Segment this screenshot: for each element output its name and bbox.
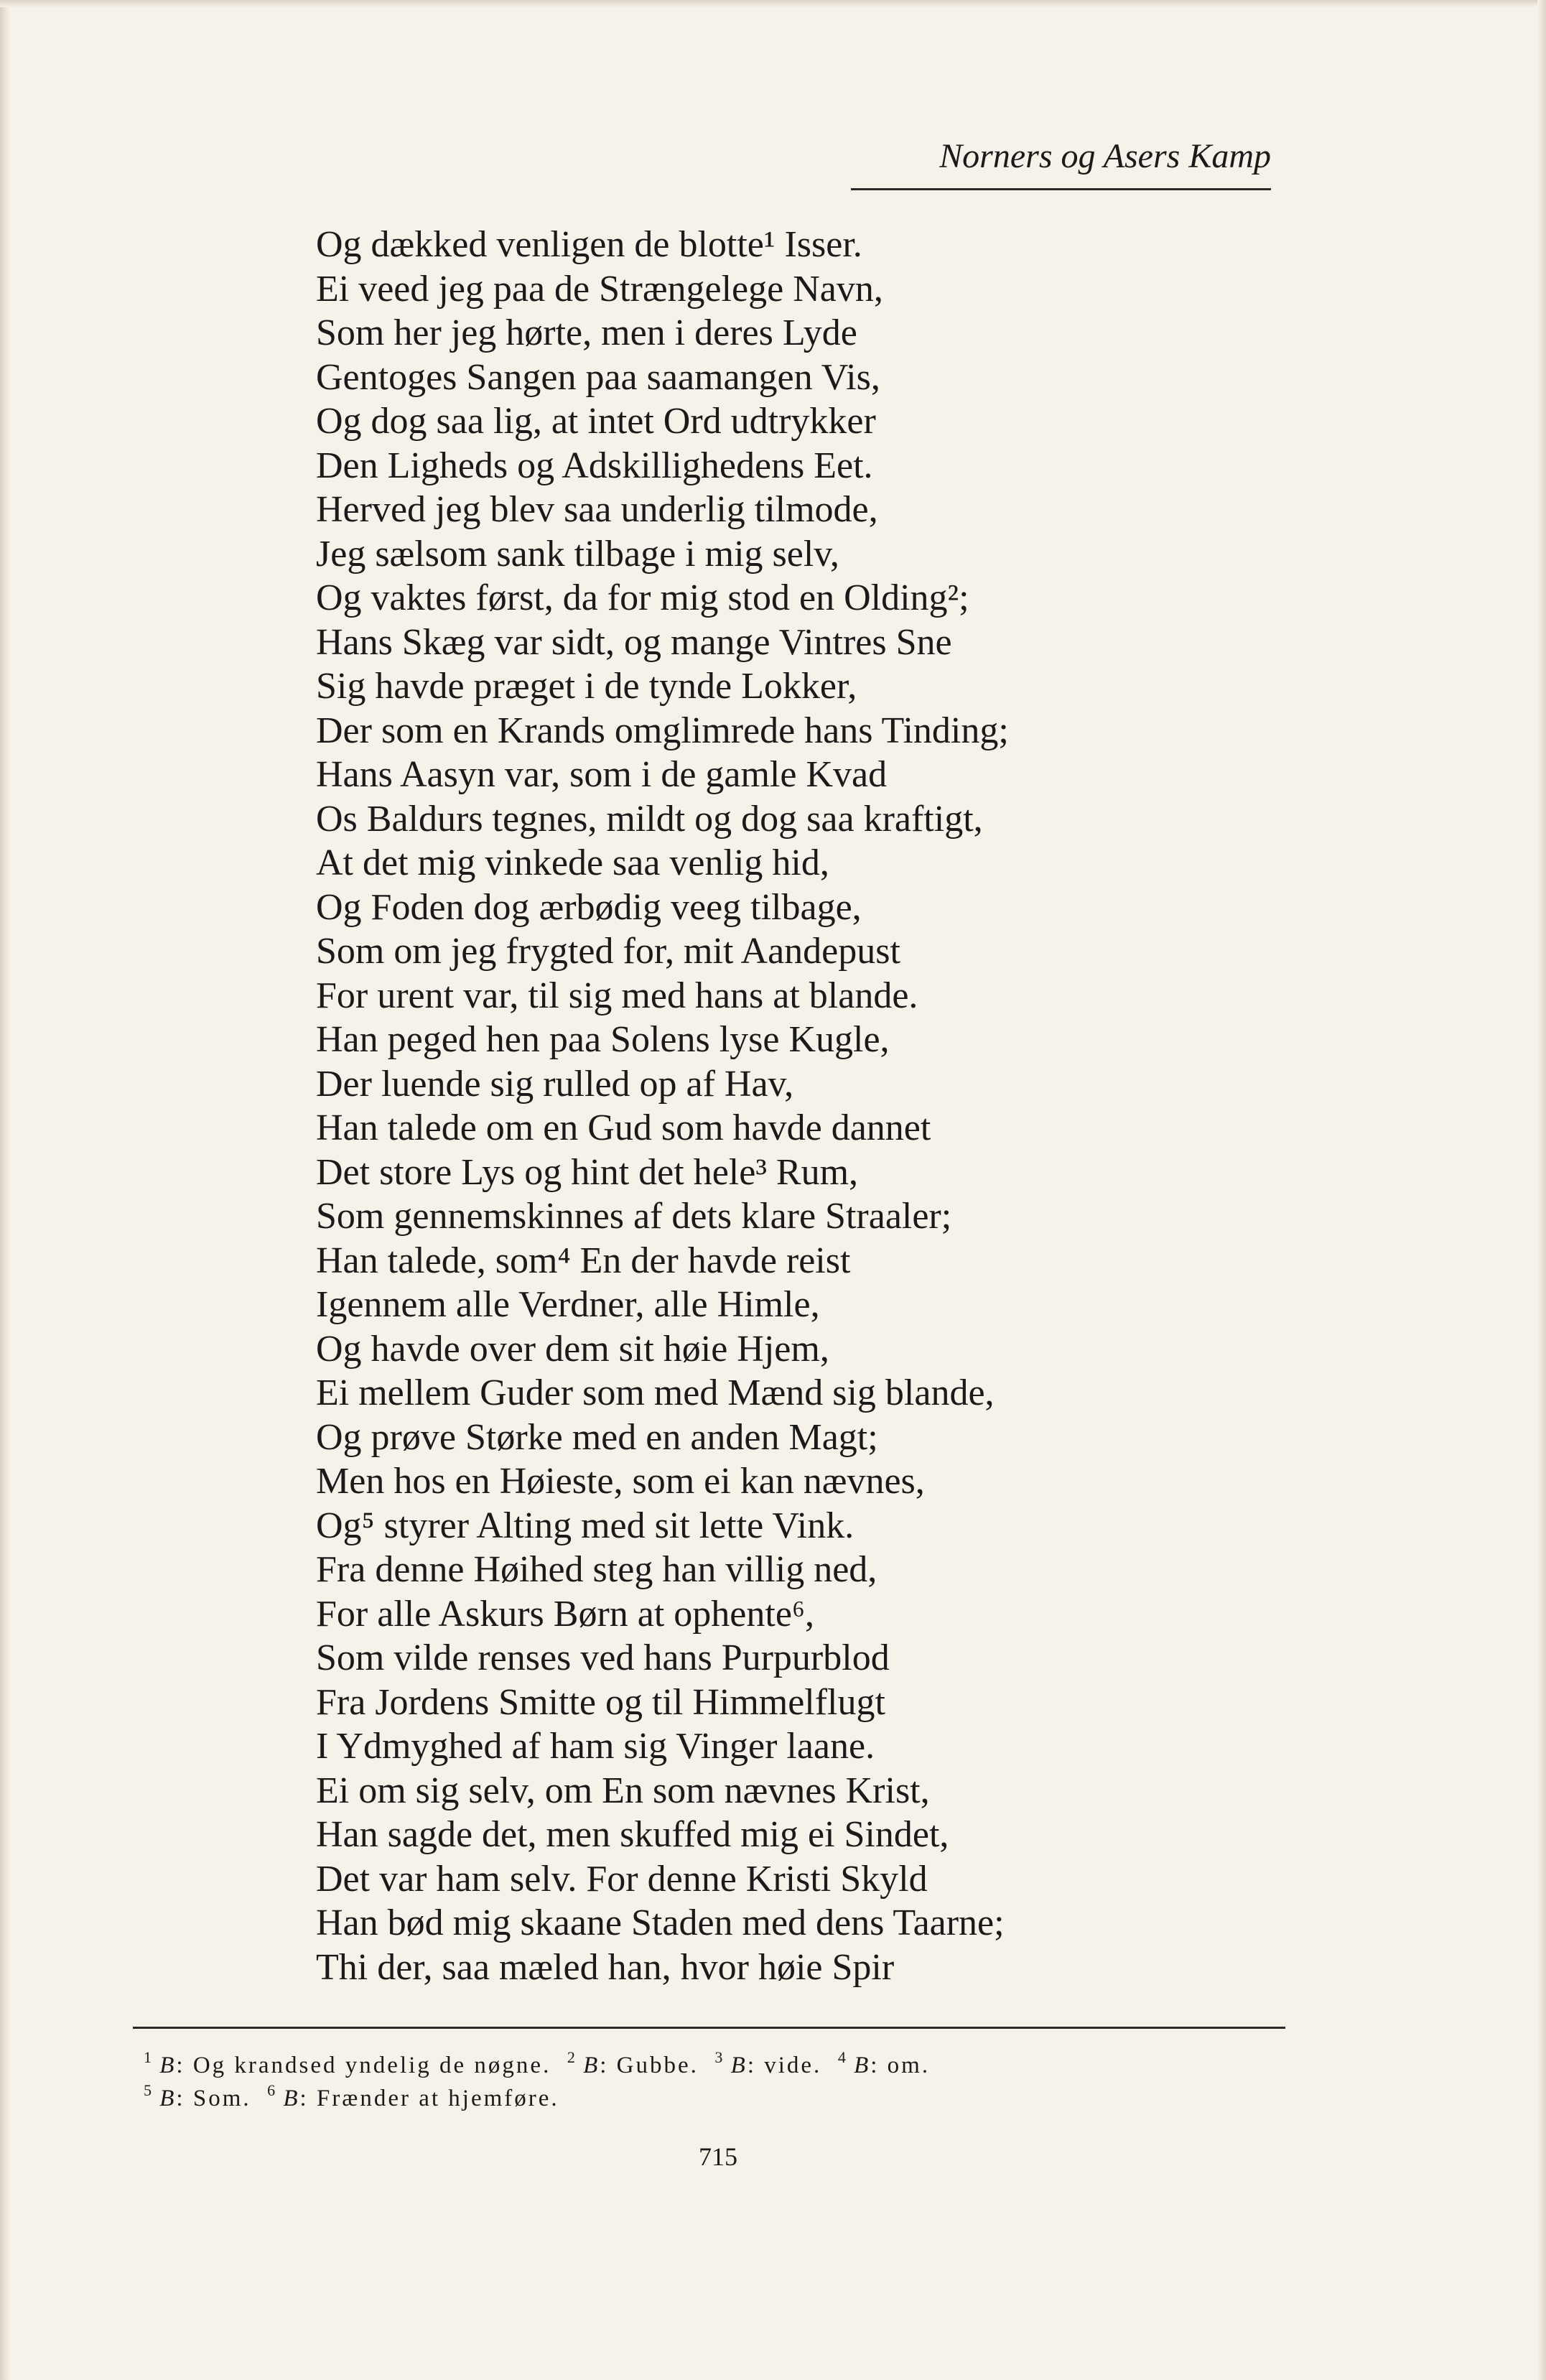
poem-line: Jeg sælsom sank tilbage i mig selv,	[316, 533, 839, 575]
footnote-marker: 5	[144, 2081, 152, 2099]
poem-line: Han bød mig skaane Staden med dens Taarne;	[316, 1902, 1005, 1943]
poem-line: Igennem alle Verdner, alle Himle,	[316, 1284, 820, 1325]
footnote-source: B	[159, 2086, 177, 2111]
poem-line: For alle Askurs Børn at ophente⁶,	[316, 1593, 815, 1635]
poem-line: Han peged hen paa Solens lyse Kugle,	[316, 1019, 890, 1060]
poem-line: Som her jeg hørte, men i deres Lyde	[316, 312, 857, 353]
footnote-source: B	[583, 2053, 600, 2078]
poem-line: Og Foden dog ærbødig veeg tilbage,	[316, 886, 862, 928]
poem-line: Men hos en Høieste, som ei kan nævnes,	[316, 1461, 925, 1502]
poem-line: Der luende sig rulled op af Hav,	[316, 1063, 794, 1105]
page-number: 715	[699, 2142, 737, 2171]
poem-line: Den Ligheds og Adskillighedens Eet.	[316, 445, 873, 486]
poem-line: Og prøve Størke med en anden Magt;	[316, 1416, 878, 1458]
poem-line: Gentoges Sangen paa saamangen Vis,	[316, 356, 880, 398]
poem-line: Han sagde det, men skuffed mig ei Sindet,	[316, 1814, 949, 1855]
poem-line: Og havde over dem sit høie Hjem,	[316, 1328, 829, 1370]
poem-line: For urent var, til sig med hans at blande.	[316, 975, 918, 1016]
footnotes	[144, 2041, 1307, 2111]
footnote-source: B	[283, 2086, 300, 2111]
poem-line: Fra Jordens Smitte og til Himmelflugt	[316, 1681, 885, 1723]
running-header: Norners og Asers Kamp	[939, 137, 1271, 175]
poem-line: Fra denne Høihed steg han villig ned,	[316, 1549, 877, 1590]
footnote-marker: 4	[837, 2048, 846, 2066]
poem-line: Thi der, saa mæled han, hvor høie Spir	[316, 1946, 895, 1988]
footnote-source: B	[854, 2053, 871, 2078]
poem-line: Og⁵ styrer Alting med sit lette Vink.	[316, 1505, 855, 1546]
poem-line: Ei mellem Guder som med Mænd sig blande,	[316, 1372, 995, 1413]
footnote-text: : Som.	[176, 2086, 251, 2111]
footnote-text: : Frænder at hjemføre.	[299, 2086, 559, 2111]
poem-text	[316, 223, 1271, 1989]
footnote-text: : Gubbe.	[600, 2053, 699, 2078]
scan-edge-left	[0, 0, 10, 2380]
footnote-marker: 2	[567, 2048, 575, 2066]
poem-line: Sig havde præget i de tynde Lokker,	[316, 666, 857, 707]
poem-line: Han talede, som⁴ En der havde reist	[316, 1240, 851, 1281]
scan-edge-right	[1537, 0, 1546, 2380]
footnote-line-2	[144, 2074, 1307, 2111]
footnote-text: : om.	[870, 2053, 931, 2078]
poem-line: I Ydmyghed af ham sig Vinger laane.	[316, 1726, 875, 1767]
footnote-rule	[133, 2027, 1285, 2029]
footnote-line-1	[144, 2041, 1307, 2078]
poem-line: Herved jeg blev saa underlig tilmode,	[316, 489, 878, 530]
footnote-marker: 3	[714, 2048, 723, 2066]
footnote-source: B	[159, 2053, 177, 2078]
scan-edge-top	[0, 0, 1546, 7]
poem-line: Det store Lys og hint det hele³ Rum,	[316, 1151, 859, 1193]
poem-line: Som gennemskinnes af dets klare Straaler;	[316, 1196, 952, 1237]
footnote-source: B	[730, 2053, 748, 2078]
poem-line: Ei veed jeg paa de Strængelege Navn,	[316, 268, 883, 310]
poem-line: Os Baldurs tegnes, mildt og dog saa kraftigt,	[316, 798, 983, 840]
poem-line: Det var ham selv. For denne Kristi Skyld	[316, 1858, 928, 1900]
poem-line: Ei om sig selv, om En som nævnes Krist,	[316, 1770, 930, 1811]
poem-line: Og vaktes først, da for mig stod en Olding²;	[316, 577, 969, 618]
poem-line: Og dog saa lig, at intet Ord udtrykker	[316, 401, 876, 442]
poem-line: Som om jeg frygted for, mit Aandepust	[316, 931, 900, 972]
footnote-marker: 6	[267, 2081, 276, 2099]
poem-line: Som vilde renses ved hans Purpurblod	[316, 1637, 890, 1678]
footnote-marker: 1	[144, 2048, 152, 2066]
header-rule	[851, 188, 1271, 190]
poem-line: At det mig vinkede saa venlig hid,	[316, 842, 829, 883]
poem-line: Han talede om en Gud som havde dannet	[316, 1107, 931, 1148]
poem-line: Der som en Krands omglimrede hans Tinding;	[316, 710, 1009, 751]
poem-line: Og dækked venligen de blotte¹ Isser.	[316, 224, 862, 265]
poem-line: Hans Skæg var sidt, og mange Vintres Sne	[316, 621, 952, 663]
footnote-text: : vide.	[747, 2053, 822, 2078]
footnote-text: : Og krandsed yndelig de nøgne.	[176, 2053, 551, 2078]
poem-line: Hans Aasyn var, som i de gamle Kvad	[316, 754, 888, 795]
